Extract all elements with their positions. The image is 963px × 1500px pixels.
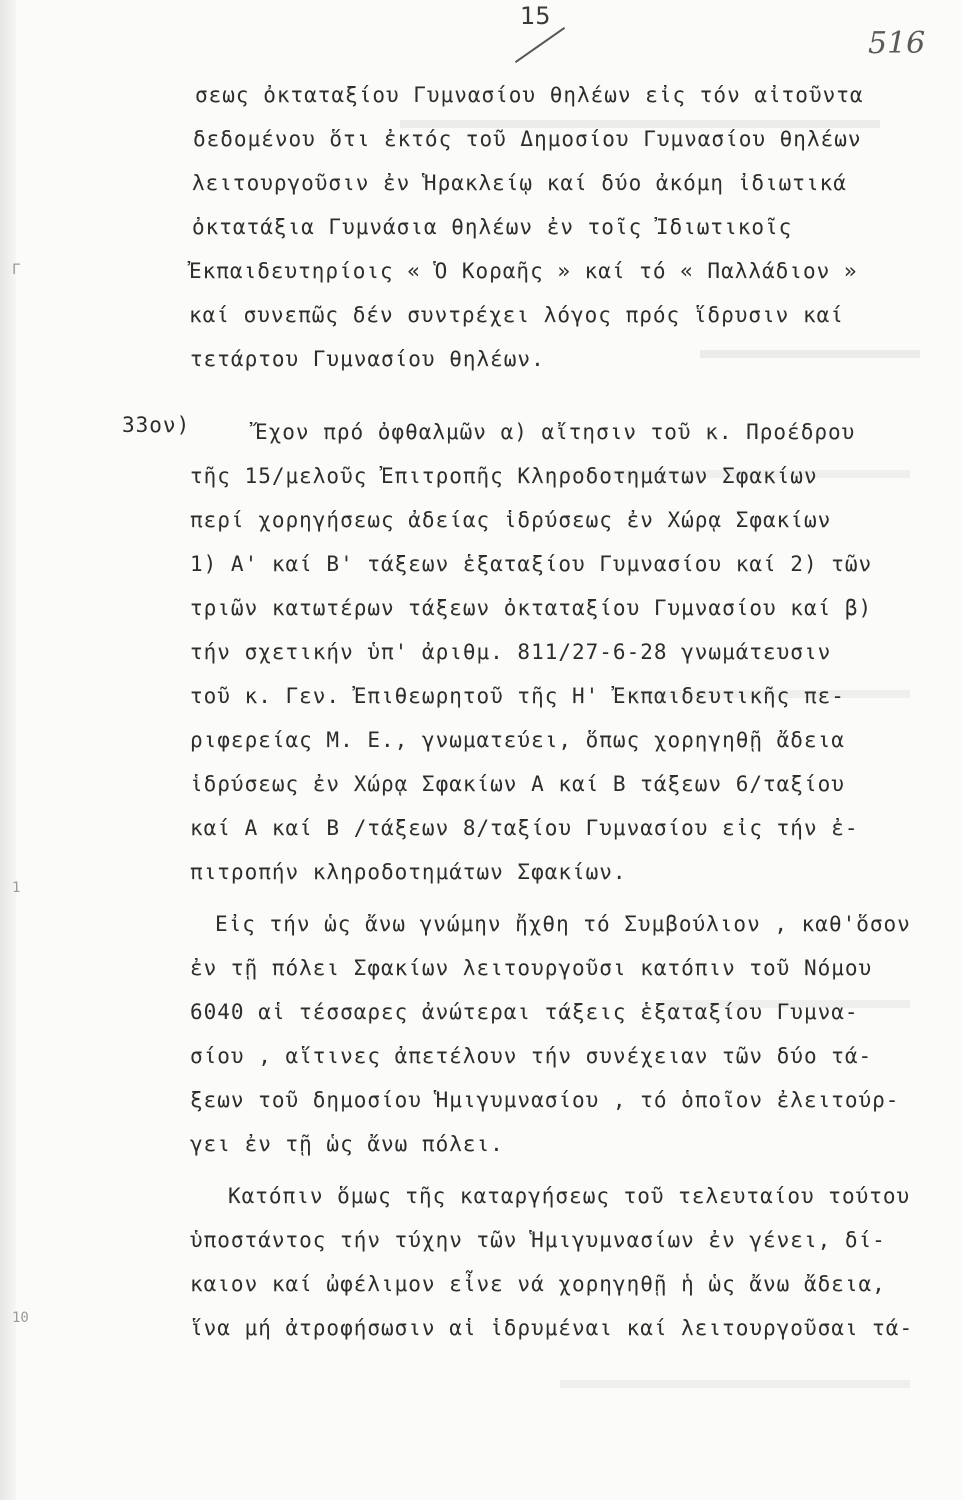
item-number: 33ον) xyxy=(122,413,191,437)
text-line: λειτουργοῦσιν ἐν Ἡρακλείῳ καί δύο ἀκόμη ἰδιωτικά xyxy=(192,171,847,195)
text-line: Εἰς τήν ὡς ἄνω γνώμην ἤχθη τό Συμβούλιον , καθ'ὅσον xyxy=(215,912,911,936)
bleed-through xyxy=(560,1380,910,1389)
text-line: περί χορηγήσεως ἀδείας ἱδρύσεως ἐν Χώρᾳ Σφακίων xyxy=(190,508,832,532)
text-line: καί Α καί Β /τάξεων 8/ταξίου Γυμνασίου εἰς τήν ἐ- xyxy=(190,816,859,840)
margin-mark: Γ xyxy=(12,262,21,278)
text-line: σίου , αἵτινες ἀπετέλουν τήν συνέχειαν τῶν δύο τά- xyxy=(190,1044,873,1068)
margin-mark: 1 xyxy=(12,880,21,896)
text-line: ἵνα μή ἀτροφήσωσιν αἱ ἱδρυμέναι καί λειτουργοῦσαι τά- xyxy=(190,1316,914,1340)
text-line: σεως ὀκταταξίου Γυμνασίου θηλέων εἰς τόν αἰτοῦντα xyxy=(195,83,864,107)
text-line: τοῦ κ. Γεν. Ἐπιθεωρητοῦ τῆς Η' Ἐκπαιδευτικῆς πε- xyxy=(190,684,845,708)
text-line: ὀκτατάξια Γυμνάσια θηλέων ἐν τοῖς Ἰδιωτικοῖς xyxy=(192,215,793,239)
text-line: Κατόπιν ὅμως τῆς καταργήσεως τοῦ τελευταίου τούτου xyxy=(228,1184,911,1208)
bleed-through xyxy=(700,350,920,359)
text-line: 6040 αἱ τέσσαρες ἀνώτεραι τάξεις ἑξαταξίου Γυμνα- xyxy=(190,1000,859,1024)
text-line: καιον καί ὠφέλιμον εἶνε νά χορηγηθῇ ἡ ὡς ἄνω ἄδεια, xyxy=(190,1272,886,1296)
text-line: τῆς 15/μελοῦς Ἐπιτροπῆς Κληροδοτημάτων Σφακίων xyxy=(190,464,818,488)
text-line: τήν σχετικήν ὑπ' ἀριθμ. 811/27-6-28 γνωμάτευσιν xyxy=(190,640,832,664)
stamp-number: 516 xyxy=(868,26,926,61)
text-line: Ἔχον πρό ὀφθαλμῶν α) αἴτησιν τοῦ κ. Προέδρου xyxy=(255,420,856,444)
text-line: 1) Α' καί Β' τάξεων ἑξαταξίου Γυμνασίου καί 2) τῶν xyxy=(190,552,873,576)
text-line: δεδομένου ὅτι ἐκτός τοῦ Δημοσίου Γυμνασίου θηλέων xyxy=(193,127,862,151)
text-line: καί συνεπῶς δέν συντρέχει λόγος πρός ἵδρυσιν καί xyxy=(189,303,844,327)
text-line: Ἐκπαιδευτηρίοις « Ὁ Κοραῆς » καί τό « Παλλάδιον » xyxy=(189,259,858,283)
text-line: τετάρτου Γυμνασίου θηλέων. xyxy=(190,347,545,371)
folio-number: 15 xyxy=(520,2,551,30)
text-line: γει ἐν τῇ ὡς ἄνω πόλει. xyxy=(190,1132,504,1156)
text-line: ξεων τοῦ δημοσίου Ἡμιγυμνασίου , τό ὁποῖον ἐλειτούρ- xyxy=(190,1088,900,1112)
text-line: ὑποστάντος τήν τύχην τῶν Ἡμιγυμνασίων ἐν γένει, δί- xyxy=(190,1228,886,1252)
folio-slash xyxy=(515,27,565,63)
text-line: πιτροπήν κληροδοτημάτων Σφακίων. xyxy=(190,860,627,884)
text-line: ἐν τῇ πόλει Σφακίων λειτουργοῦσι κατόπιν τοῦ Νόμου xyxy=(190,956,873,980)
text-line: τριῶν κατωτέρων τάξεων ὀκταταξίου Γυμνασίου καί β) xyxy=(190,596,873,620)
text-line: ριφερείας Μ. Ε., γνωματεύει, ὅπως χορηγηθῇ ἄδεια xyxy=(190,728,845,752)
text-line: ἱδρύσεως ἐν Χώρᾳ Σφακίων Α καί Β τάξεων 6/ταξίου xyxy=(190,772,845,796)
margin-mark: 10 xyxy=(12,1310,29,1326)
left-margin-shadow xyxy=(0,0,16,1500)
